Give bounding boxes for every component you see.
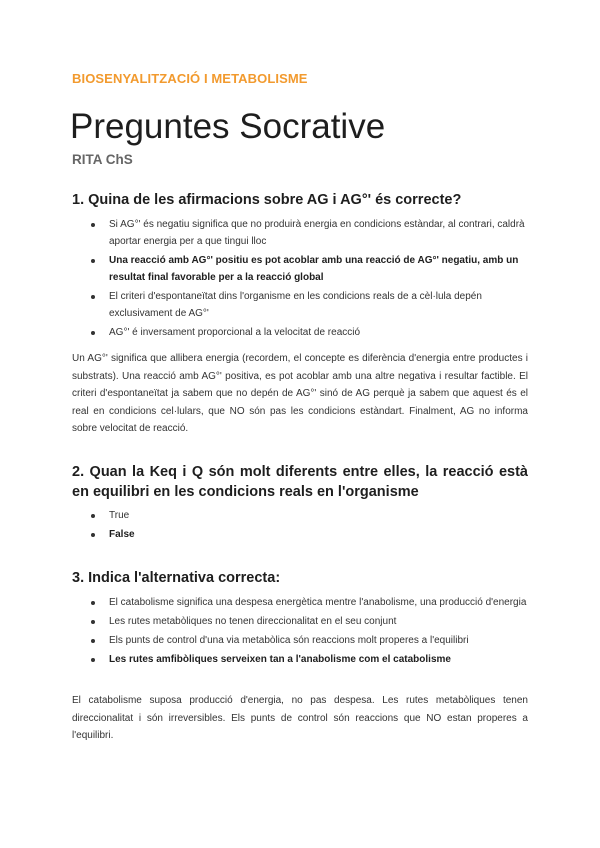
list-item-correct: Les rutes amfibòliques serveixen tan a l'anabolisme com el catabolisme [90, 651, 528, 668]
list-item: El criteri d'espontaneïtat dins l'organisme en les condicions reals de a cèl·lula depén exclusivament de AG°' [90, 288, 528, 322]
question-3-options [90, 594, 528, 670]
page-title: Preguntes Socrative [70, 107, 386, 146]
question-1-explanation: Un AG°' significa que allibera energia (recordem, el concepte es diferència d'energia entre productes i substrats). Una reacció amb AG°' positiva, es pot acoblar amb una altre negativa i resultar factible. El criteri d'espontaneïtat ja sabem que no depén de AG°' sinó de AG perquè ja sabem que aquest és el real en condicions cel·lulars, que NO són pas les condicions estàndart. Finalment, AG no informa sobre velocitat de reacció. [72, 353, 528, 434]
list-item: AG°' é inversament proporcional a la velocitat de reacció [90, 324, 528, 341]
course-kicker: BIOSENYALITZACIÓ I METABOLISME [72, 71, 308, 86]
question-1-options [90, 216, 528, 343]
question-3-explanation: El catabolisme suposa producció d'energia, no pas despesa. Les rutes metabòliques tenen direccionalitat i són irreversibles. Els punts de control són reaccions que NO estan properes a l'equilibri. [72, 695, 528, 741]
author-subtitle: RITA ChS [72, 152, 133, 167]
list-item: Si AG°' és negatiu significa que no produirà energia en condicions estàndar, al contrari, caldrà aportar energia per a que tingui lloc [90, 216, 528, 250]
list-item-correct: False [90, 526, 528, 543]
question-3-heading: 3. Indica l'alternativa correcta: [72, 570, 281, 586]
list-item: Les rutes metabòliques no tenen direccionalitat en el seu conjunt [90, 613, 528, 630]
question-1-heading: 1. Quina de les afirmacions sobre AG i AG°' és correcte? [72, 192, 462, 208]
question-2-options [90, 507, 528, 545]
list-item-correct: Una reacció amb AG°' positiu es pot acoblar amb una reacció de AG°' negatiu, amb un resultat final favorable per a la reacció global [90, 252, 528, 286]
list-item: True [90, 507, 528, 524]
list-item: El catabolisme significa una despesa energètica mentre l'anabolisme, una producció d'energia [90, 594, 528, 611]
list-item: Els punts de control d'una via metabòlica són reaccions molt properes a l'equilibri [90, 632, 528, 649]
question-2-heading: 2. Quan la Keq i Q són molt diferents entre elles, la reacció està en equilibri en les condicions reals en l'organisme [72, 464, 528, 500]
